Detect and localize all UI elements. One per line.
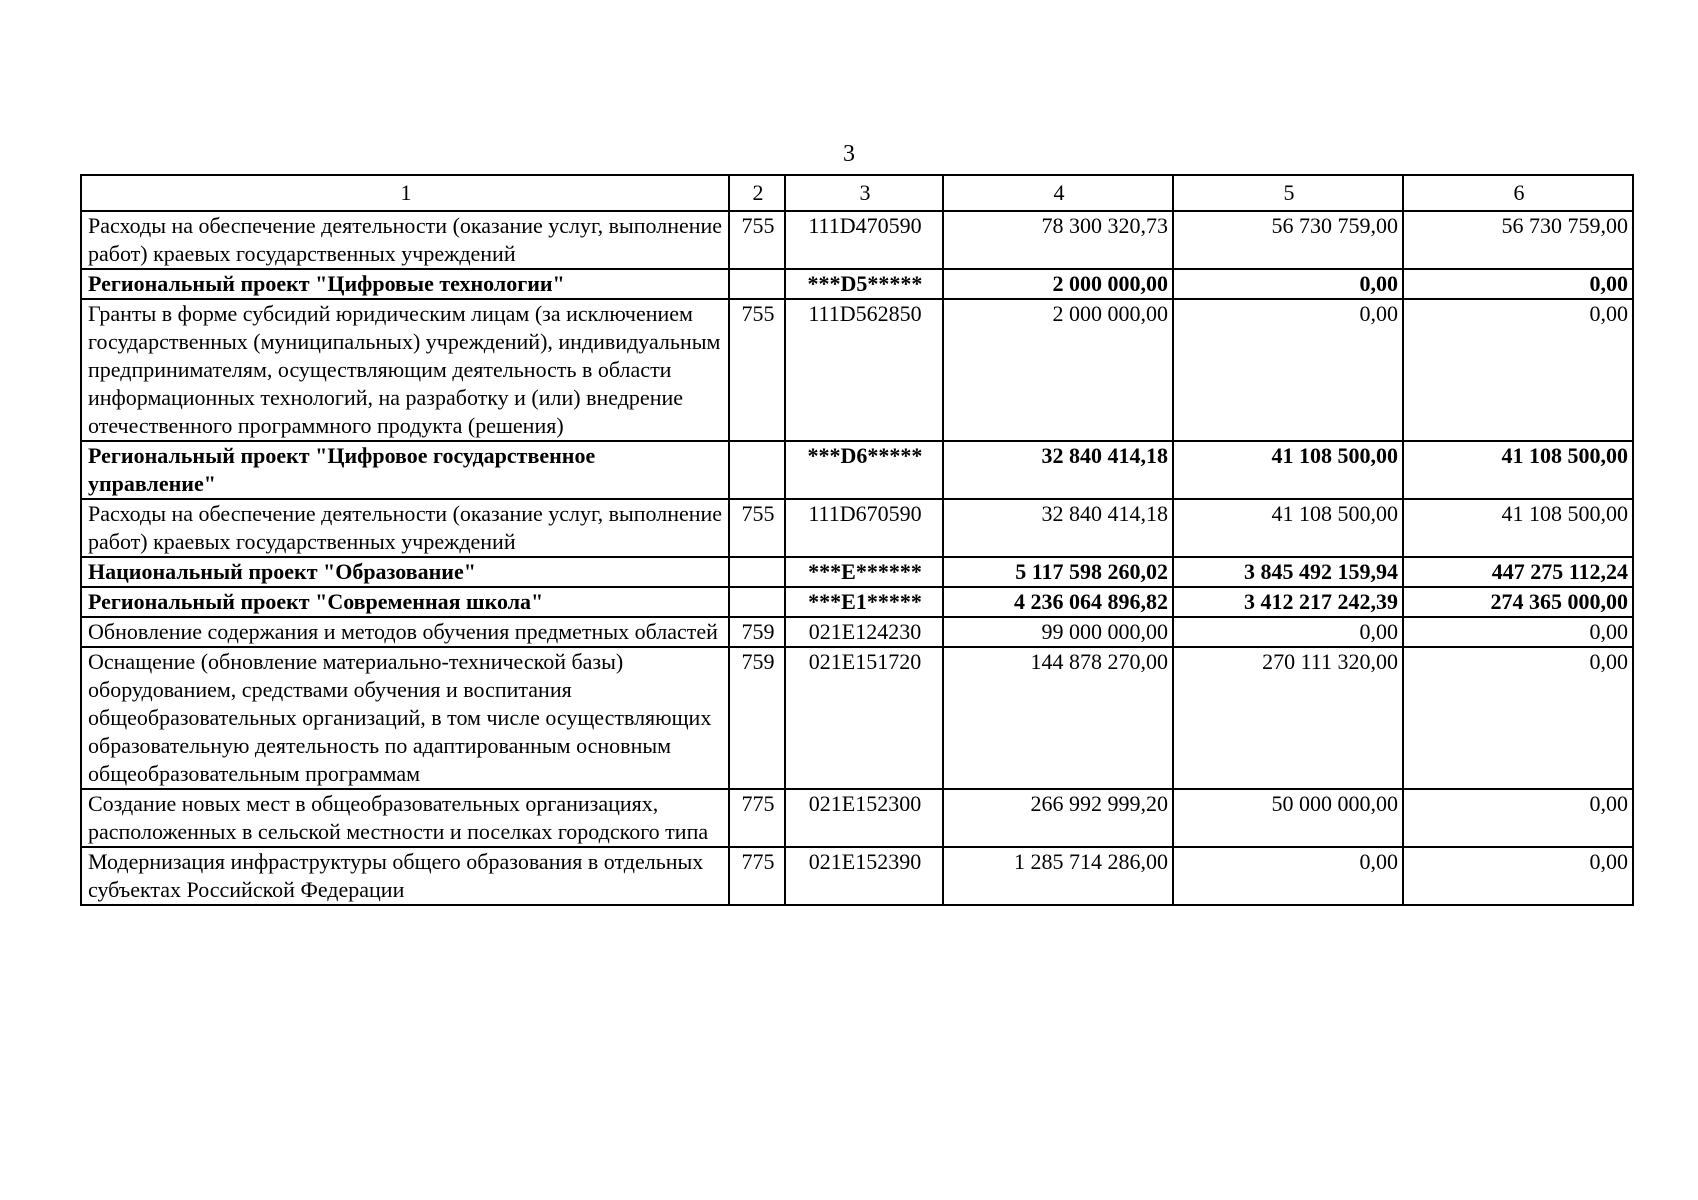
row-value-col5-cell: 0,00 bbox=[1173, 269, 1403, 299]
row-value-col6-cell: 41 108 500,00 bbox=[1403, 441, 1633, 499]
column-header: 1 bbox=[81, 175, 729, 211]
row-value-col4-cell: 99 000 000,00 bbox=[943, 617, 1173, 647]
row-value-col4-cell: 266 992 999,20 bbox=[943, 789, 1173, 847]
column-header: 5 bbox=[1173, 175, 1403, 211]
row-value-col5-cell: 0,00 bbox=[1173, 847, 1403, 905]
row-value-col4-cell: 1 285 714 286,00 bbox=[943, 847, 1173, 905]
table-row bbox=[81, 269, 1633, 299]
row-name-cell: Региональный проект "Современная школа" bbox=[81, 587, 729, 617]
column-header: 6 bbox=[1403, 175, 1633, 211]
row-value-col4-cell: 32 840 414,18 bbox=[943, 499, 1173, 557]
row-code-cell: ***D6***** bbox=[785, 441, 943, 499]
row-grbs-cell: 755 bbox=[729, 299, 785, 441]
row-value-col6-cell: 0,00 bbox=[1403, 299, 1633, 441]
row-value-col5-cell: 3 412 217 242,39 bbox=[1173, 587, 1403, 617]
row-code-cell: 111D470590 bbox=[785, 211, 943, 269]
table-row bbox=[81, 617, 1633, 647]
row-grbs-cell bbox=[729, 587, 785, 617]
page-number: 3 bbox=[843, 141, 855, 167]
row-grbs-cell bbox=[729, 557, 785, 587]
row-grbs-cell: 755 bbox=[729, 211, 785, 269]
row-value-col4-cell: 5 117 598 260,02 bbox=[943, 557, 1173, 587]
row-value-col4-cell: 32 840 414,18 bbox=[943, 441, 1173, 499]
row-grbs-cell bbox=[729, 441, 785, 499]
row-name-cell: Региональный проект "Цифровые технологии" bbox=[81, 269, 729, 299]
row-value-col5-cell: 0,00 bbox=[1173, 299, 1403, 441]
table-row bbox=[81, 847, 1633, 905]
row-value-col6-cell: 0,00 bbox=[1403, 647, 1633, 789]
row-value-col6-cell: 56 730 759,00 bbox=[1403, 211, 1633, 269]
table-header-row bbox=[81, 175, 1633, 211]
table-row bbox=[81, 789, 1633, 847]
row-name-cell: Модернизация инфраструктуры общего образования в отдельных субъектах Российской Федерации bbox=[81, 847, 729, 905]
row-value-col5-cell: 41 108 500,00 bbox=[1173, 441, 1403, 499]
row-value-col4-cell: 144 878 270,00 bbox=[943, 647, 1173, 789]
row-code-cell: 021E151720 bbox=[785, 647, 943, 789]
row-value-col5-cell: 41 108 500,00 bbox=[1173, 499, 1403, 557]
row-value-col5-cell: 3 845 492 159,94 bbox=[1173, 557, 1403, 587]
row-code-cell: ***E1***** bbox=[785, 587, 943, 617]
row-code-cell: 021E124230 bbox=[785, 617, 943, 647]
row-code-cell: 021E152390 bbox=[785, 847, 943, 905]
table-row bbox=[81, 441, 1633, 499]
row-code-cell: 111D562850 bbox=[785, 299, 943, 441]
row-grbs-cell: 759 bbox=[729, 617, 785, 647]
row-value-col4-cell: 2 000 000,00 bbox=[943, 299, 1173, 441]
column-header: 4 bbox=[943, 175, 1173, 211]
row-code-cell: 021E152300 bbox=[785, 789, 943, 847]
row-name-cell: Создание новых мест в общеобразовательных организациях, расположенных в сельской местности и поселках городского типа bbox=[81, 789, 729, 847]
row-name-cell: Национальный проект "Образование" bbox=[81, 557, 729, 587]
row-name-cell: Расходы на обеспечение деятельности (оказание услуг, выполнение работ) краевых государственных учреждений bbox=[81, 211, 729, 269]
row-value-col6-cell: 274 365 000,00 bbox=[1403, 587, 1633, 617]
row-name-cell: Гранты в форме субсидий юридическим лицам (за исключением государственных (муниципальных) учреждений), индивидуальным предпринимателям, осуществляющим деятельность в области информационных технологий, на разработку и (или) внедрение отечественного программного продукта (решения) bbox=[81, 299, 729, 441]
column-header: 3 bbox=[785, 175, 943, 211]
row-grbs-cell: 775 bbox=[729, 847, 785, 905]
row-code-cell: ***E****** bbox=[785, 557, 943, 587]
row-value-col5-cell: 270 111 320,00 bbox=[1173, 647, 1403, 789]
row-code-cell: 111D670590 bbox=[785, 499, 943, 557]
row-value-col6-cell: 447 275 112,24 bbox=[1403, 557, 1633, 587]
row-grbs-cell: 759 bbox=[729, 647, 785, 789]
row-code-cell: ***D5***** bbox=[785, 269, 943, 299]
row-value-col5-cell: 56 730 759,00 bbox=[1173, 211, 1403, 269]
row-value-col4-cell: 78 300 320,73 bbox=[943, 211, 1173, 269]
row-value-col6-cell: 41 108 500,00 bbox=[1403, 499, 1633, 557]
table-row bbox=[81, 211, 1633, 269]
row-value-col5-cell: 0,00 bbox=[1173, 617, 1403, 647]
row-value-col6-cell: 0,00 bbox=[1403, 617, 1633, 647]
row-value-col6-cell: 0,00 bbox=[1403, 269, 1633, 299]
row-grbs-cell bbox=[729, 269, 785, 299]
row-value-col6-cell: 0,00 bbox=[1403, 789, 1633, 847]
row-name-cell: Расходы на обеспечение деятельности (оказание услуг, выполнение работ) краевых государственных учреждений bbox=[81, 499, 729, 557]
row-name-cell: Региональный проект "Цифровое государственное управление" bbox=[81, 441, 729, 499]
row-value-col5-cell: 50 000 000,00 bbox=[1173, 789, 1403, 847]
table-row bbox=[81, 647, 1633, 789]
row-value-col4-cell: 4 236 064 896,82 bbox=[943, 587, 1173, 617]
row-value-col4-cell: 2 000 000,00 bbox=[943, 269, 1173, 299]
table-row bbox=[81, 557, 1633, 587]
row-value-col6-cell: 0,00 bbox=[1403, 847, 1633, 905]
column-header: 2 bbox=[729, 175, 785, 211]
row-grbs-cell: 755 bbox=[729, 499, 785, 557]
table-row bbox=[81, 499, 1633, 557]
budget-table bbox=[80, 174, 1634, 906]
row-grbs-cell: 775 bbox=[729, 789, 785, 847]
table-row bbox=[81, 299, 1633, 441]
row-name-cell: Оснащение (обновление материально-технической базы) оборудованием, средствами обучения и воспитания общеобразовательных организаций, в том числе осуществляющих образовательную деятельность по адаптированным основным общеобразовательным программам bbox=[81, 647, 729, 789]
table-row bbox=[81, 587, 1633, 617]
row-name-cell: Обновление содержания и методов обучения предметных областей bbox=[81, 617, 729, 647]
